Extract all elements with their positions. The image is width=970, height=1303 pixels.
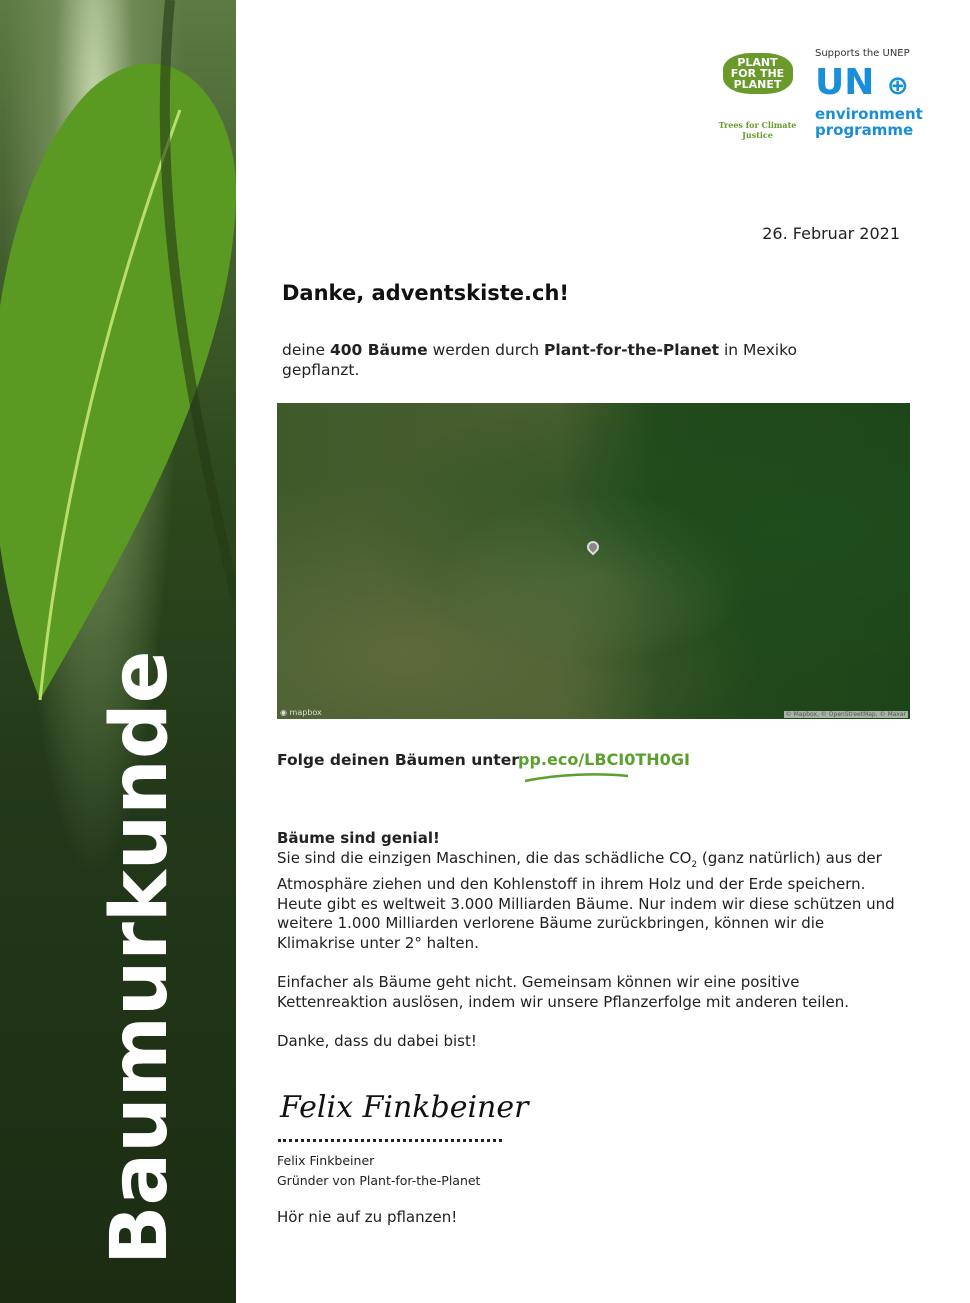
- body-paragraph-2: Einfacher als Bäume geht nicht. Gemeinsam können wir eine positive Kettenreaktion auslösen, indem wir unsere Pflanzerfolge mit anderen teilen.: [277, 973, 850, 1011]
- un-emblem-icon: ⊕: [886, 71, 909, 101]
- intro-text: [282, 340, 842, 380]
- underline-swoosh: [523, 770, 633, 784]
- intro-post: in Mexiko gepflanzt.: [282, 341, 798, 379]
- pftp-slogan: Trees for Climate Justice: [718, 120, 797, 140]
- leaf-photo-sidebar: [0, 0, 236, 1303]
- tracking-link[interactable]: pp.eco/LBCI0TH0GI: [518, 750, 690, 769]
- date: 26. Februar 2021: [762, 224, 900, 243]
- closing-text: Hör nie auf zu pflanzen!: [277, 1208, 458, 1226]
- unep-line2: programme: [815, 121, 914, 139]
- satellite-map[interactable]: [277, 403, 910, 719]
- tree-count: 400 Bäume: [329, 341, 428, 359]
- org-name: Plant-for-the-Planet: [544, 341, 720, 359]
- unep-line1: environment: [815, 105, 923, 123]
- intro-pre: deine: [282, 341, 330, 359]
- signer-role: Gründer von Plant-for-the-Planet: [277, 1172, 481, 1188]
- follow-label: Folge deinen Bäumen unter: [277, 751, 519, 769]
- mapbox-logo[interactable]: ◉ mapbox: [280, 708, 322, 717]
- sidebar-title: Baumurkunde: [95, 650, 185, 1265]
- unep-supports: Supports the UNEP: [815, 48, 910, 59]
- body-text: [277, 829, 897, 1071]
- signature-image: Felix Finkbeiner: [280, 1090, 529, 1125]
- body-paragraph-3: Danke, dass du dabei bist!: [277, 1031, 477, 1050]
- unep-un: UN: [815, 62, 875, 103]
- plant-for-the-planet-logo: [715, 53, 800, 140]
- unep-logo: [815, 48, 923, 138]
- page-title: Danke, adventskiste.ch!: [282, 281, 570, 305]
- signer-name: Felix Finkbeiner: [277, 1153, 375, 1168]
- intro-mid: werden durch: [427, 341, 545, 359]
- logos: [715, 48, 923, 148]
- map-attribution[interactable]: © Mapbox, © OpenStreetMap, © Maxar: [785, 711, 906, 718]
- signer: [277, 1151, 480, 1190]
- map-pin-icon[interactable]: [585, 539, 602, 556]
- body-paragraph-1: Sie sind die einzigen Maschinen, die das schädliche $CO_2$ (ganz natürlich) aus der Atmosphäre ziehen und den Kohlenstoff in ihrem Holz und der Erde speichern. Heute gibt es weltweit 3.000 Milliarden Bäume. Nur indem wir diese schützen und weitere 1.000 Milliarden verlorene Bäume zurückbringen, können wir die Klimakrise unter 2° halten.: [277, 848, 895, 952]
- pftp-logo-text: PLANT FOR THE PLANET: [723, 53, 793, 94]
- body-heading: Bäume sind genial!: [277, 829, 440, 847]
- signature-line: [278, 1139, 502, 1142]
